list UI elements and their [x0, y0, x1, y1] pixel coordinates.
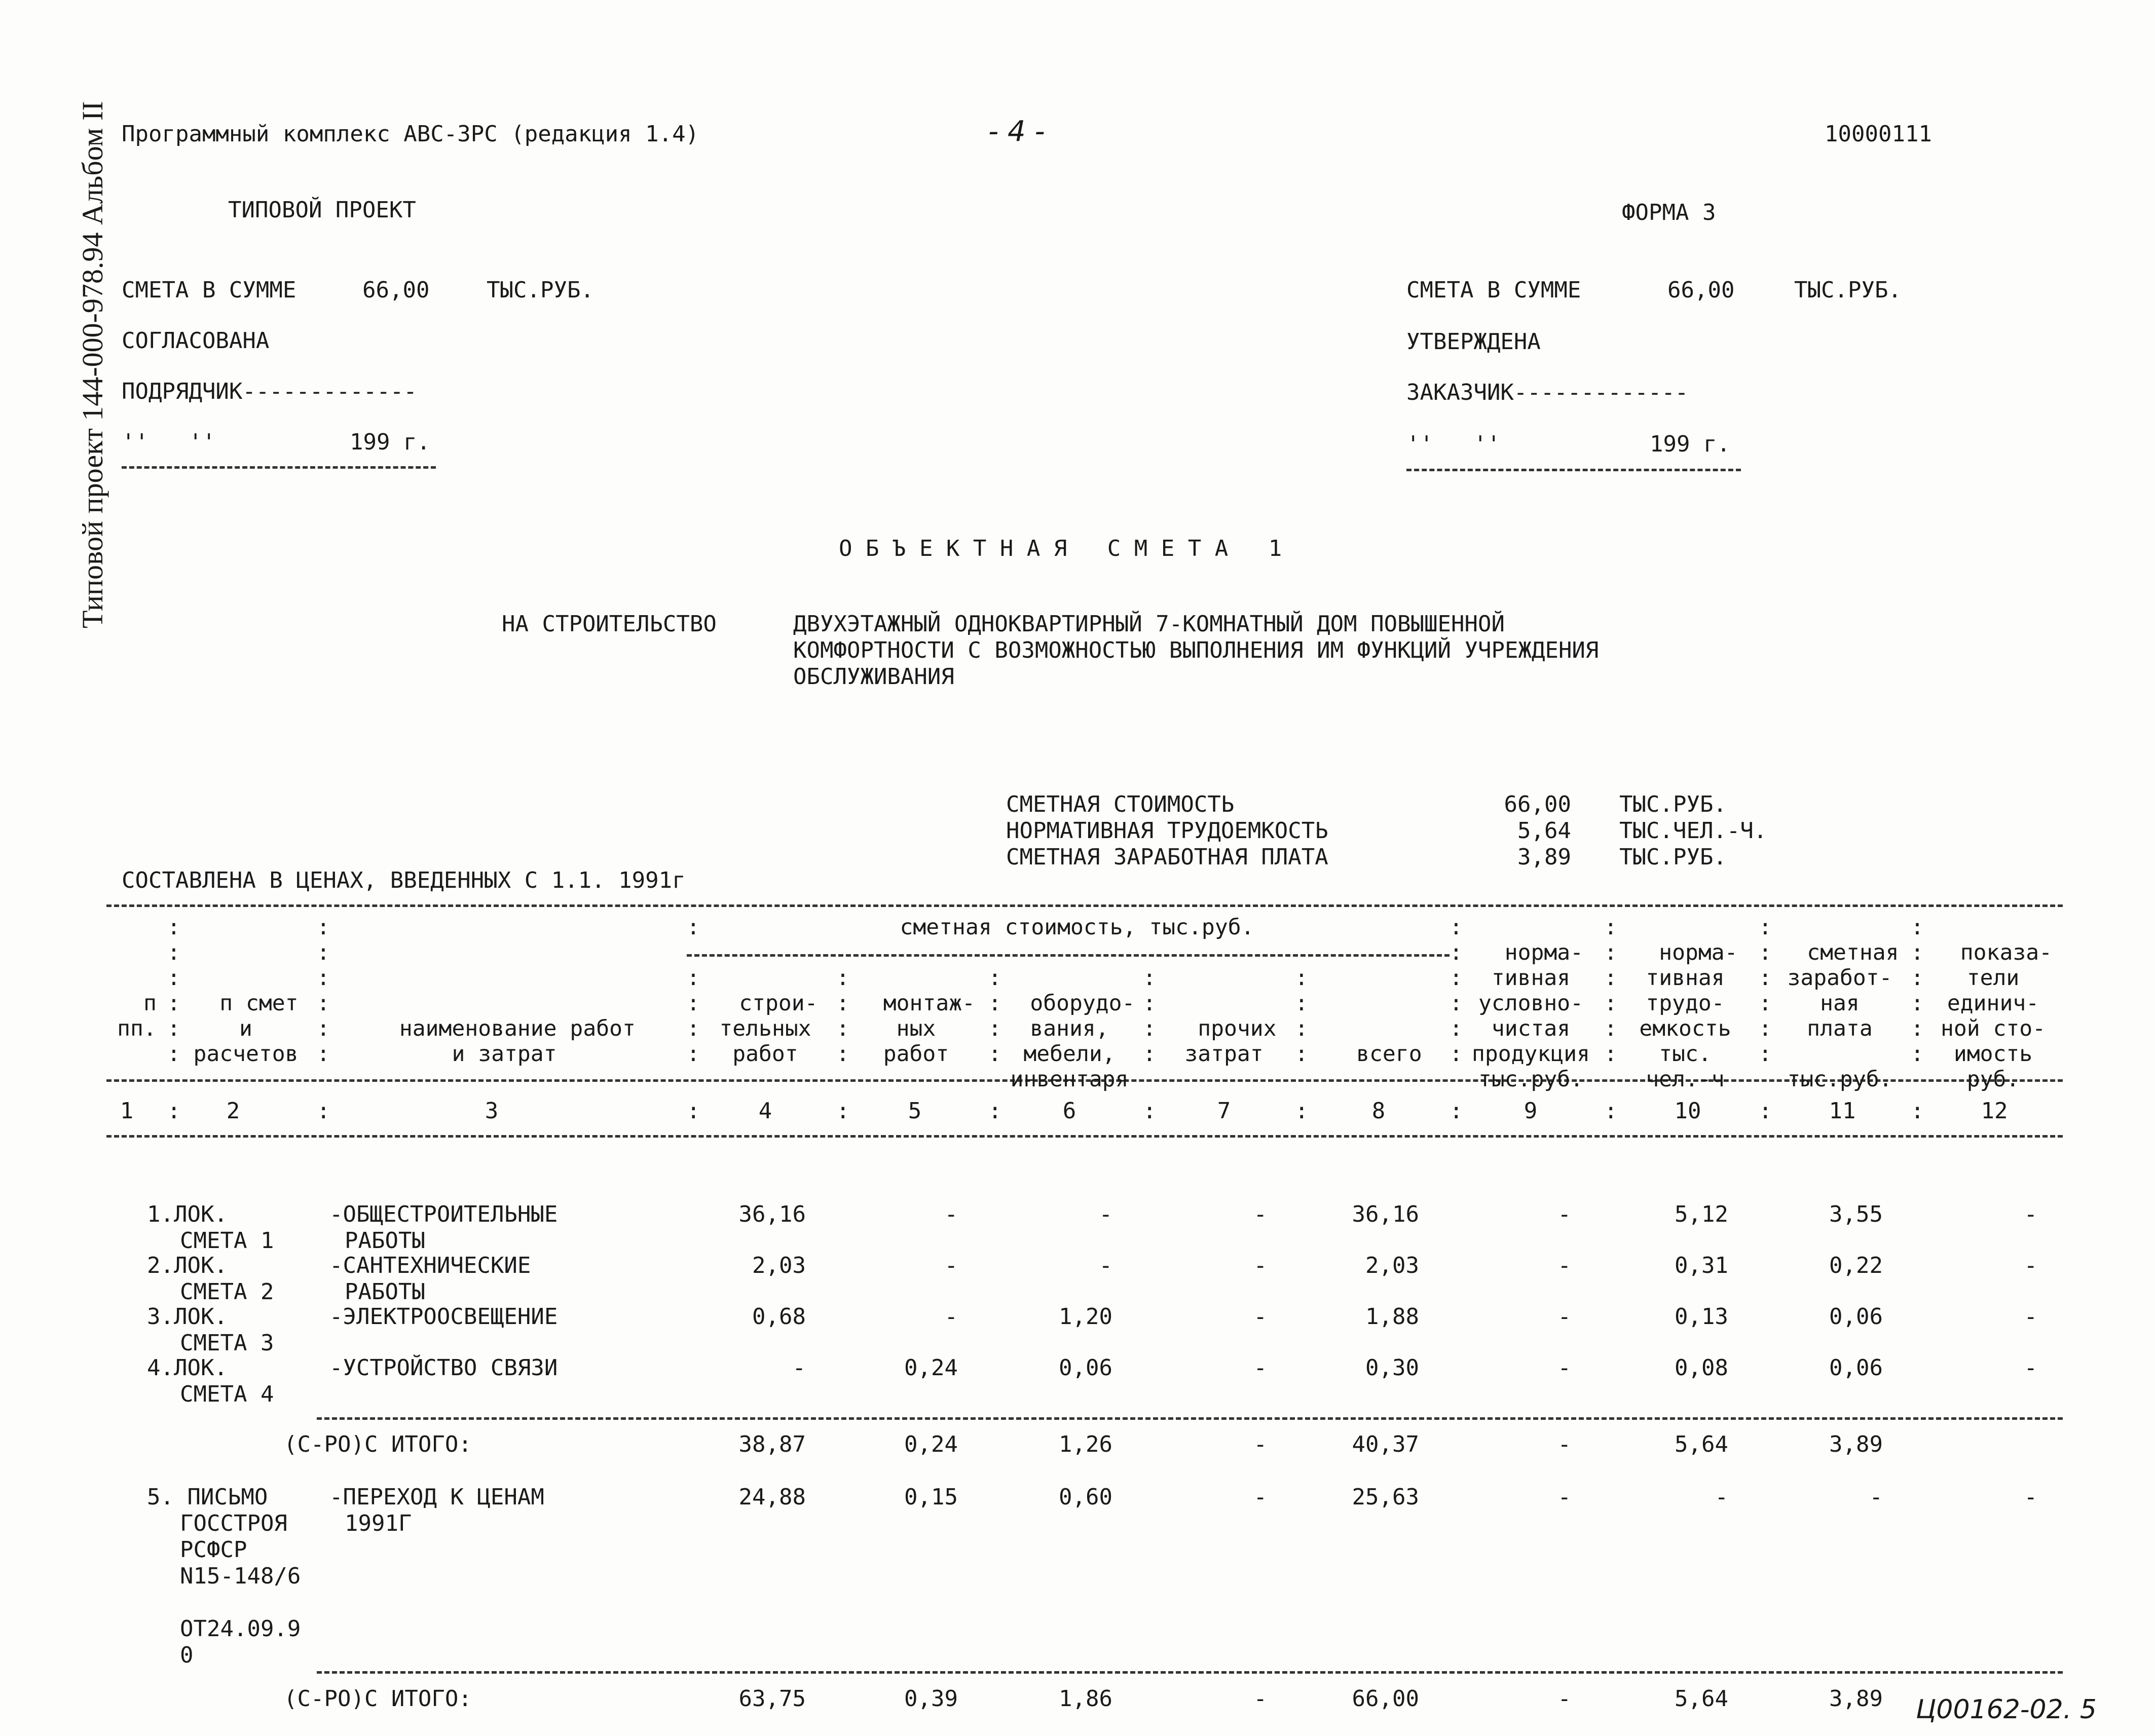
- header-text: тыс.руб.: [1478, 1067, 1584, 1092]
- header-text: чистая: [1491, 1016, 1571, 1041]
- cell-other: -: [1253, 1686, 1267, 1712]
- header-text: и затрат: [452, 1041, 557, 1067]
- cell-construction: 2,03: [752, 1253, 806, 1278]
- cell-other: -: [1253, 1253, 1267, 1278]
- prices-note: СОСТАВЛЕНА В ЦЕНАХ, ВВЕДЕННЫХ С 1.1. 1991г: [122, 867, 686, 893]
- header-text: мебели,: [1023, 1041, 1116, 1067]
- cell-construction: 36,16: [738, 1201, 806, 1227]
- cell-labor: 0,13: [1675, 1304, 1728, 1330]
- column-numbers-rule: [106, 1135, 2063, 1138]
- column-number: 11: [1829, 1098, 1856, 1124]
- side-stamp: Типовой проект 144-000-978.94 Альбом II: [76, 101, 109, 628]
- summary-label: СМЕТНАЯ ЗАРАБОТНАЯ ПЛАТА: [1006, 844, 1328, 870]
- header-text: норма-: [1504, 940, 1584, 965]
- header-text: условно-: [1478, 991, 1584, 1016]
- cell-equipment: -: [1099, 1201, 1112, 1227]
- header-col-9: [1459, 915, 1603, 1092]
- row-document: СМЕТА 2: [180, 1279, 274, 1305]
- right-estimate-label: СМЕТА В СУММЕ: [1406, 277, 1581, 303]
- column-separator: : : : : : :: [167, 915, 180, 1067]
- cell-construction: 38,87: [738, 1431, 806, 1457]
- cell-unit-cost: -: [2024, 1484, 2037, 1510]
- header-col-4: [699, 965, 831, 1067]
- document-code: 10000111: [1825, 121, 1932, 147]
- row-name: -УСТРОЙСТВО СВЯЗИ: [329, 1355, 558, 1381]
- column-separator: :: [1604, 1098, 1618, 1124]
- left-estimate-value: 66,00: [362, 277, 430, 303]
- cell-net-product: -: [1557, 1431, 1571, 1457]
- total-label: (С-РО)С ИТОГО:: [284, 1686, 472, 1712]
- cell-total: 66,00: [1352, 1686, 1419, 1712]
- header-text: монтаж-: [883, 991, 975, 1016]
- column-number: 7: [1217, 1098, 1231, 1124]
- cell-equipment: 1,26: [1059, 1431, 1112, 1457]
- total-rule: [317, 1671, 2063, 1674]
- cell-labor: -: [1715, 1484, 1728, 1510]
- cell-wages: 0,06: [1829, 1304, 1883, 1330]
- header-text: чел.-ч: [1646, 1067, 1725, 1092]
- header-text: пп.: [117, 1016, 157, 1041]
- column-separator: :: [836, 1098, 850, 1124]
- header-text: тыс.руб.: [1787, 1067, 1892, 1092]
- column-separator: :: [1295, 1098, 1309, 1124]
- cell-net-product: -: [1557, 1686, 1571, 1712]
- cell-construction: 0,68: [752, 1304, 806, 1330]
- column-separator: : : : : : :: [1759, 915, 1772, 1067]
- column-separator: : : : : : :: [317, 915, 330, 1067]
- cell-installation: 0,39: [904, 1686, 958, 1712]
- header-col-12: [1923, 915, 2063, 1092]
- header-text: продукция: [1472, 1041, 1590, 1067]
- header-text: и: [239, 1016, 252, 1041]
- row-number: 1.ЛОК.: [147, 1201, 228, 1227]
- cell-equipment: 1,86: [1059, 1686, 1112, 1712]
- column-number: 1: [120, 1098, 134, 1124]
- row-number: 2.ЛОК.: [147, 1253, 228, 1278]
- row-name-cont: РАБОТЫ: [345, 1228, 425, 1254]
- cell-total: 1,88: [1365, 1304, 1419, 1330]
- summary-unit: ТЫС.РУБ.: [1619, 791, 1727, 817]
- header-col-2: [180, 965, 312, 1067]
- right-estimate-value: 66,00: [1667, 277, 1735, 303]
- header-text: строи-: [739, 991, 818, 1016]
- header-text: инвентаря: [1010, 1067, 1129, 1092]
- header-col-10: [1617, 915, 1754, 1092]
- cell-installation: 0,24: [904, 1431, 958, 1457]
- header-col-1: [112, 965, 162, 1041]
- row-document: ОТ24.09.9: [180, 1616, 301, 1642]
- cell-wages: 3,89: [1829, 1431, 1883, 1457]
- column-number: 4: [758, 1098, 772, 1124]
- right-estimate-unit: ТЫС.РУБ.: [1794, 277, 1902, 303]
- summary-unit: ТЫС.РУБ.: [1619, 844, 1727, 870]
- right-party: ЗАКАЗЧИК-------------: [1406, 380, 1689, 405]
- cell-unit-cost: -: [2024, 1253, 2037, 1278]
- column-number: 8: [1371, 1098, 1386, 1124]
- cell-construction: -: [792, 1355, 806, 1381]
- cell-installation: -: [944, 1253, 958, 1278]
- left-estimate-unit: ТЫС.РУБ.: [487, 277, 594, 303]
- header-text: вания,: [1030, 1016, 1109, 1041]
- column-number: 12: [1981, 1098, 2008, 1124]
- cell-total: 40,37: [1352, 1431, 1419, 1457]
- page-number: - 4 -: [988, 115, 1045, 148]
- header-text: п: [143, 991, 157, 1016]
- cell-equipment: 0,06: [1059, 1355, 1112, 1381]
- cell-wages: 3,89: [1829, 1686, 1883, 1712]
- header-text: ной сто-: [1940, 1016, 2046, 1041]
- header-text: показа-: [1960, 940, 2052, 965]
- cell-labor: 0,08: [1675, 1355, 1728, 1381]
- construction-label: НА СТРОИТЕЛЬСТВО: [502, 611, 717, 637]
- column-separator: :: [687, 1098, 700, 1124]
- right-date-quotes: '' '': [1406, 431, 1501, 457]
- column-separator: :: [1911, 1098, 1924, 1124]
- column-separator: :: [1450, 1098, 1463, 1124]
- row-name-cont: 1991Г: [345, 1511, 412, 1536]
- subtotal-rule: [317, 1417, 2063, 1420]
- column-separator: : : : :: [988, 965, 1001, 1067]
- row-number: 3.ЛОК.: [147, 1304, 228, 1330]
- cell-wages: 3,55: [1829, 1201, 1883, 1227]
- header-text: ная: [1820, 991, 1860, 1016]
- header-text: емкость: [1639, 1016, 1731, 1041]
- cell-unit-cost: -: [2024, 1201, 2037, 1227]
- header-text: заработ-: [1787, 965, 1892, 991]
- group-header: сметная стоимость, тыс.руб.: [900, 915, 1254, 940]
- construction-line-1: ДВУХЭТАЖНЫЙ ОДНОКВАРТИРНЫЙ 7-КОМНАТНЫЙ ДОМ ПОВЫШЕННОЙ: [793, 611, 1505, 637]
- column-separator: : : : : : :: [1911, 915, 1924, 1067]
- cell-equipment: 0,60: [1059, 1484, 1112, 1510]
- cell-other: -: [1253, 1431, 1267, 1457]
- column-number: 5: [908, 1098, 922, 1124]
- group-header-rule: [687, 954, 1450, 957]
- header-text: норма-: [1659, 940, 1738, 965]
- cell-unit-cost: -: [2024, 1355, 2037, 1381]
- document-title: О Б Ъ Е К Т Н А Я С М Е Т А 1: [839, 536, 1282, 561]
- row-document: СМЕТА 1: [180, 1228, 274, 1254]
- construction-line-3: ОБСЛУЖИВАНИЯ: [793, 664, 954, 690]
- header-text: всего: [1356, 1041, 1422, 1067]
- header-text: тивная: [1491, 965, 1571, 991]
- column-number: 6: [1062, 1098, 1076, 1124]
- header-col-8: [1308, 1016, 1444, 1067]
- column-separator: : : : : : :: [1604, 915, 1617, 1067]
- cell-net-product: -: [1557, 1355, 1571, 1381]
- row-document: СМЕТА 3: [180, 1330, 274, 1356]
- row-document: ГОССТРОЯ: [180, 1511, 287, 1536]
- cell-wages: 0,06: [1829, 1355, 1883, 1381]
- column-number: 9: [1524, 1098, 1538, 1124]
- cell-installation: 0,24: [904, 1355, 958, 1381]
- cell-labor: 5,64: [1675, 1686, 1728, 1712]
- header-text: руб.: [1966, 1067, 2020, 1092]
- header-text: расчетов: [193, 1041, 299, 1067]
- cell-other: -: [1253, 1201, 1267, 1227]
- header-text: тивная: [1646, 965, 1725, 991]
- row-document: РСФСР: [180, 1537, 247, 1563]
- row-name-cont: РАБОТЫ: [345, 1279, 425, 1305]
- project-label: ТИПОВОЙ ПРОЕКТ: [228, 197, 416, 223]
- column-separator: : : : :: [836, 965, 849, 1067]
- column-number: 3: [485, 1098, 499, 1124]
- subtotal-label: (С-РО)С ИТОГО:: [284, 1431, 472, 1457]
- column-separator: : : : :: [1143, 965, 1156, 1067]
- cell-net-product: -: [1557, 1304, 1571, 1330]
- header-text: оборудо-: [1030, 991, 1135, 1016]
- cell-total: 36,16: [1352, 1201, 1419, 1227]
- header-text: единич-: [1947, 991, 2039, 1016]
- cell-other: -: [1253, 1304, 1267, 1330]
- row-name: -ЭЛЕКТРООСВЕЩЕНИЕ: [329, 1304, 558, 1330]
- column-separator: :: [317, 1098, 330, 1124]
- header-text: прочих: [1198, 1016, 1277, 1041]
- header-text: сметная: [1807, 940, 1899, 965]
- cell-wages: -: [1869, 1484, 1883, 1510]
- header-text: наименование работ: [399, 1016, 636, 1041]
- cell-installation: 0,15: [904, 1484, 958, 1510]
- row-name: -ПЕРЕХОД К ЦЕНАМ: [329, 1484, 544, 1510]
- left-date-quotes: '' '': [122, 429, 216, 455]
- cell-labor: 5,64: [1675, 1431, 1728, 1457]
- column-number: 10: [1674, 1098, 1701, 1124]
- header-text: тели: [1966, 965, 2020, 991]
- column-separator: : : : : : :: [1450, 915, 1463, 1067]
- left-signature-line: [122, 466, 436, 469]
- right-date-year: 199 г.: [1650, 431, 1730, 457]
- form-label: ФОРМА 3: [1622, 200, 1716, 225]
- cell-net-product: -: [1557, 1253, 1571, 1278]
- column-separator: :: [167, 1098, 181, 1124]
- header-text: работ: [732, 1041, 798, 1067]
- cell-installation: -: [944, 1304, 958, 1330]
- header-col-6: [998, 965, 1140, 1092]
- row-document: СМЕТА 4: [180, 1381, 274, 1407]
- cell-total: 25,63: [1352, 1484, 1419, 1510]
- header-col-3: [329, 991, 679, 1067]
- summary-label: НОРМАТИВНАЯ ТРУДОЕМКОСТЬ: [1006, 818, 1328, 844]
- cell-total: 2,03: [1365, 1253, 1419, 1278]
- cell-unit-cost: -: [2024, 1304, 2037, 1330]
- column-separator: : : : : :: [687, 915, 700, 1067]
- header-text: работ: [883, 1041, 949, 1067]
- cell-labor: 5,12: [1675, 1201, 1728, 1227]
- header-text: затрат: [1184, 1041, 1264, 1067]
- left-status: СОГЛАСОВАНА: [122, 328, 270, 354]
- cell-net-product: -: [1557, 1201, 1571, 1227]
- row-document: N15-148/6: [180, 1563, 301, 1589]
- left-date-year: 199 г.: [350, 429, 430, 455]
- summary-value: 3,89: [1517, 844, 1571, 870]
- header-text: тыс.: [1659, 1041, 1712, 1067]
- summary-value: 5,64: [1517, 818, 1571, 844]
- summary-unit: ТЫС.ЧЕЛ.-Ч.: [1619, 818, 1767, 844]
- column-separator: :: [1143, 1098, 1157, 1124]
- footer-stamp: Ц00162-02. 5: [1916, 1694, 2097, 1725]
- construction-line-2: КОМФОРТНОСТИ С ВОЗМОЖНОСТЬЮ ВЫПОЛНЕНИЯ ИМ ФУНКЦИЙ УЧРЕЖДЕНИЯ: [793, 637, 1599, 663]
- row-name: -САНТЕХНИЧЕСКИЕ: [329, 1253, 531, 1278]
- header-text: ных: [896, 1016, 936, 1041]
- column-number: 2: [226, 1098, 240, 1124]
- summary-value: 66,00: [1504, 791, 1571, 817]
- column-separator: : : : :: [1295, 965, 1308, 1067]
- cell-total: 0,30: [1365, 1355, 1419, 1381]
- row-name: -ОБЩЕСТРОИТЕЛЬНЫЕ: [329, 1201, 558, 1227]
- cell-installation: -: [944, 1201, 958, 1227]
- cell-other: -: [1253, 1355, 1267, 1381]
- program-name: Программный комплекс АВС-3РС (редакция 1.4): [122, 121, 699, 147]
- cell-construction: 63,75: [738, 1686, 806, 1712]
- header-col-7: [1156, 991, 1292, 1067]
- header-col-5: [849, 965, 983, 1067]
- row-number: 5. ПИСЬМО: [147, 1484, 268, 1510]
- cell-other: -: [1253, 1484, 1267, 1510]
- header-col-11: [1771, 915, 1908, 1092]
- header-text: плата: [1807, 1016, 1873, 1041]
- cell-construction: 24,88: [738, 1484, 806, 1510]
- cell-net-product: -: [1557, 1484, 1571, 1510]
- summary-label: СМЕТНАЯ СТОИМОСТЬ: [1006, 791, 1235, 817]
- left-estimate-label: СМЕТА В СУММЕ: [122, 277, 296, 303]
- header-text: имость: [1953, 1041, 2033, 1067]
- left-party: ПОДРЯДЧИК-------------: [122, 379, 417, 404]
- right-signature-line: [1406, 469, 1741, 471]
- cell-wages: 0,22: [1829, 1253, 1883, 1278]
- header-text: трудо-: [1646, 991, 1725, 1016]
- row-document: 0: [180, 1642, 194, 1668]
- column-separator: :: [988, 1098, 1002, 1124]
- cell-equipment: -: [1099, 1253, 1112, 1278]
- header-text: тельных: [719, 1016, 811, 1041]
- column-separator: :: [1759, 1098, 1772, 1124]
- cell-labor: 0,31: [1675, 1253, 1728, 1278]
- cell-equipment: 1,20: [1059, 1304, 1112, 1330]
- right-status: УТВЕРЖДЕНА: [1406, 329, 1541, 355]
- table-top-rule: [106, 904, 2063, 907]
- row-number: 4.ЛОК.: [147, 1355, 228, 1381]
- header-text: п смет: [219, 991, 299, 1016]
